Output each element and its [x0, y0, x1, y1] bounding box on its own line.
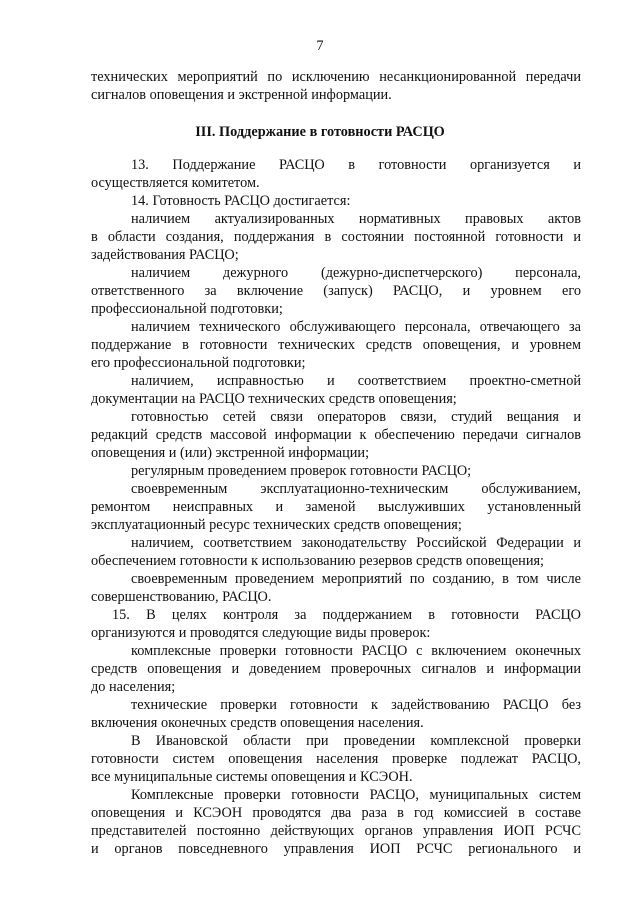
text-line: оповещения и (или) экстренной информации;	[91, 445, 370, 461]
text-line: наличием технического обслуживающего персонала, отвечающего за	[131, 319, 581, 335]
text-line: до населения;	[91, 679, 176, 695]
text-line: наличием, исправностью и соответствием проектно-сметной	[131, 373, 581, 389]
text-line: регулярным проведением проверок готовности РАСЦО;	[131, 463, 472, 479]
text-line: 13. Поддержание РАСЦО в готовности организуется и	[131, 157, 581, 173]
text-line: наличием актуализированных нормативных правовых актов	[131, 211, 581, 227]
page-number: 7	[316, 38, 324, 54]
text-line: организуются и проводятся следующие виды проверок:	[91, 625, 431, 641]
text-line: профессиональной подготовки;	[91, 301, 283, 317]
text-line: представителей постоянно действующих органов управления ИОП РСЧС	[91, 823, 581, 839]
text-line: ремонтом неисправных и заменой выслуживших установленный	[91, 499, 581, 515]
text-line: включения оконечных средств оповещения населения.	[91, 715, 424, 731]
text-line: Комплексные проверки готовности РАСЦО, муниципальных систем	[131, 787, 581, 803]
text-line: средств оповещения и доведением проверочных сигналов и информации	[91, 661, 581, 677]
text-line: документации на РАСЦО технических средств оповещения;	[91, 391, 457, 407]
text-line: оповещения и КСЭОН проводятся два раза в год комиссией в составе	[91, 805, 581, 821]
text-line: поддержание в готовности технических средств оповещения, и уровнем	[91, 337, 581, 353]
text-line: осуществляется комитетом.	[91, 175, 260, 191]
text-line: готовностью сетей связи операторов связи, студий вещания и	[131, 409, 581, 425]
text-line: наличием, соответствием законодательству Российской Федерации и	[131, 535, 581, 551]
text-line: редакций средств массовой информации к обеспечению передачи сигналов	[91, 427, 581, 443]
text-line: все муниципальные системы оповещения и КСЭОН.	[91, 769, 413, 785]
text-line: эксплуатационный ресурс технических средств оповещения;	[91, 517, 462, 533]
text-line: В Ивановской области при проведении комплексной проверки	[131, 733, 581, 749]
text-line: технических мероприятий по исключению несанкционированной передачи	[91, 69, 581, 85]
text-line: совершенствованию, РАСЦО.	[91, 589, 272, 605]
text-line: задействования РАСЦО;	[91, 247, 239, 263]
text-line: комплексные проверки готовности РАСЦО с включением оконечных	[131, 643, 581, 659]
section-heading: III. Поддержание в готовности РАСЦО	[195, 124, 445, 140]
text-line: его профессиональной подготовки;	[91, 355, 306, 371]
text-line: обеспечением готовности к использованию резервов средств оповещения;	[91, 553, 545, 569]
text-line: своевременным эксплуатационно-техническим обслуживанием,	[131, 481, 581, 497]
text-line: 15. В целях контроля за поддержанием в готовности РАСЦО	[112, 607, 581, 623]
text-line: своевременным проведением мероприятий по созданию, в том числе	[131, 571, 581, 587]
text-line: сигналов оповещения и экстренной информации.	[91, 87, 392, 103]
text-line: готовности систем оповещения населения проверке подлежат РАСЦО,	[91, 751, 581, 767]
text-line: в области создания, поддержания в состоянии постоянной готовности и	[91, 229, 581, 245]
text-line: технические проверки готовности к задействованию РАСЦО без	[131, 697, 581, 713]
text-line: наличием дежурного (дежурно-диспетчерского) персонала,	[131, 265, 581, 281]
text-line: ответственного за включение (запуск) РАСЦО, и уровнем его	[91, 283, 581, 299]
text-line: 14. Готовность РАСЦО достигается:	[131, 193, 351, 209]
text-line: и органов повседневного управления ИОП РСЧС регионального и	[91, 841, 581, 857]
